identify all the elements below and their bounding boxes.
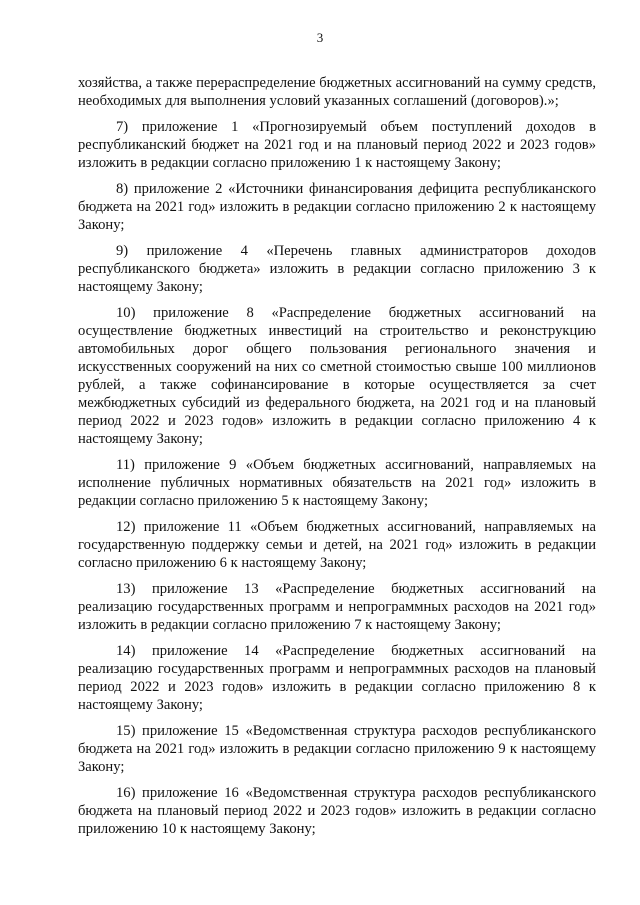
page-number: 3 [316,30,324,45]
paragraph-item-9: 9) приложение 4 «Перечень главных администраторов доходов республиканского бюджета» изложить в редакции согласно приложению 3 к настоящему Закону; [78,243,596,295]
paragraph-item-16: 16) приложение 16 «Ведомственная структура расходов республиканского бюджета на плановый период 2022 и 2023 годов» изложить в редакции согласно приложению 10 к настоящему Закону; [78,785,596,837]
paragraph-item-15: 15) приложение 15 «Ведомственная структура расходов республиканского бюджета на 2021 год» изложить в редакции согласно приложению 9 к настоящему Закону; [78,723,596,775]
paragraph-item-10: 10) приложение 8 «Распределение бюджетных ассигнований на осуществление бюджетных инвестиций на строительство и реконструкцию автомобильных дорог общего пользования регионального значения и искусственных сооружений на них со сметной стоимостью свыше 100 миллионов рублей, а также софинансирование в которые осуществляется за счет межбюджетных субсидий из федерального бюджета, на 2021 год и на плановый период 2022 и 2023 годов» изложить в редакции согласно приложению 4 к настоящему Закону; [78,305,596,447]
paragraph-item-12: 12) приложение 11 «Объем бюджетных ассигнований, направляемых на государственную поддержку семьи и детей, на 2021 год» изложить в редакции согласно приложению 6 к настоящему Закону; [78,519,596,571]
paragraph-continuation: хозяйства, а также перераспределение бюджетных ассигнований на сумму средств, необходимых для выполнения условий указанных соглашений (договоров).»; [78,75,596,109]
document-body [78,74,596,846]
paragraph-item-7: 7) приложение 1 «Прогнозируемый объем поступлений доходов в республиканский бюджет на 2021 год и на плановый период 2022 и 2023 годов» изложить в редакции согласно приложению 1 к настоящему Закону; [78,119,596,171]
paragraph-item-14: 14) приложение 14 «Распределение бюджетных ассигнований на реализацию государственных программ и непрограммных расходов на плановый период 2022 и 2023 годов» изложить в редакции согласно приложению 8 к настоящему Закону; [78,643,596,713]
paragraph-item-11: 11) приложение 9 «Объем бюджетных ассигнований, направляемых на исполнение публичных нормативных обязательств на 2021 год» изложить в редакции согласно приложению 5 к настоящему Закону; [78,457,596,509]
paragraph-item-13: 13) приложение 13 «Распределение бюджетных ассигнований на реализацию государственных программ и непрограммных расходов на 2021 год» изложить в редакции согласно приложению 7 к настоящему Закону; [78,581,596,633]
paragraph-item-8: 8) приложение 2 «Источники финансирования дефицита республиканского бюджета на 2021 год» изложить в редакции согласно приложению 2 к настоящему Закону; [78,181,596,233]
